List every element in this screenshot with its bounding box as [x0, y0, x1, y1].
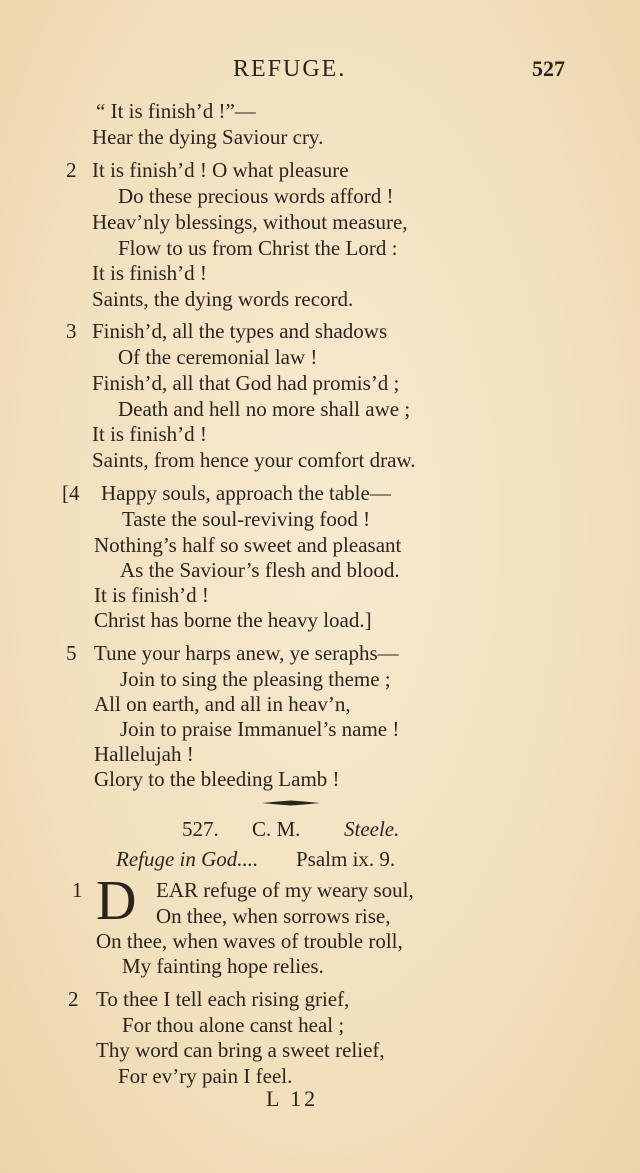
verse-line: It is finish’d ! [92, 422, 207, 446]
verse-line: “ It is finish’d !”— [96, 99, 256, 123]
verse-line: It is finish’d ! [94, 583, 209, 607]
verse-line: Saints, from hence your comfort draw. [92, 448, 416, 472]
stanza-number: 1 [72, 878, 83, 902]
verse-line: Thy word can bring a sweet relief, [96, 1038, 385, 1062]
ornament-divider [262, 800, 320, 806]
verse-line: On thee, when sorrows rise, [156, 904, 391, 928]
verse-line: Do these precious words afford ! [118, 184, 394, 208]
verse-line: It is finish’d ! O what pleasure [92, 158, 349, 182]
verse-line: Taste the soul-reviving food ! [122, 507, 371, 531]
verse-line: Finish’d, all the types and shadows [92, 319, 388, 343]
verse-line: Christ has borne the heavy load.] [94, 608, 372, 632]
hymn-author: Steele. [344, 817, 400, 841]
verse-line: Death and hell no more shall awe ; [118, 397, 411, 421]
verse-line: Heav’nly blessings, without measure, [92, 210, 408, 234]
verse-line: As the Saviour’s flesh and blood. [120, 558, 400, 582]
verse-line: For thou alone canst heal ; [122, 1013, 345, 1037]
verse-line: Finish’d, all that God had promis’d ; [92, 371, 400, 395]
drop-cap: D [96, 870, 137, 932]
verse-line: Join to sing the pleasing theme ; [120, 667, 391, 691]
page-number: 527 [532, 56, 565, 81]
verse-line: Join to praise Immanuel’s name ! [120, 717, 400, 741]
verse-line: Flow to us from Christ the Lord : [118, 236, 398, 260]
verse-line: Saints, the dying words record. [92, 287, 354, 311]
verse-line: It is finish’d ! [92, 261, 207, 285]
verse-line: Nothing’s half so sweet and pleasant [94, 533, 402, 557]
stanza-number: [4 [62, 481, 80, 505]
verse-line: To thee I tell each rising grief, [96, 987, 350, 1011]
stanza-number: 2 [66, 158, 77, 182]
stanza-number: 5 [66, 641, 77, 665]
verse-line: On thee, when waves of trouble roll, [96, 929, 403, 953]
verse-line: All on earth, and all in heav’n, [94, 692, 351, 716]
verse-line: For ev’ry pain I feel. [118, 1064, 293, 1088]
verse-line: Happy souls, approach the table— [101, 481, 391, 505]
verse-line: EAR refuge of my weary soul, [156, 878, 414, 902]
verse-line: Glory to the bleeding Lamb ! [94, 767, 340, 791]
hymn-meter: C. M. [252, 817, 301, 841]
scripture-reference: Psalm ix. 9. [296, 847, 396, 871]
verse-line: My fainting hope relies. [122, 954, 324, 978]
verse-line: Tune your harps anew, ye seraphs— [94, 641, 399, 665]
stanza-number: 3 [66, 319, 77, 343]
hymn-title: Refuge in God.... [116, 847, 259, 871]
page-header [0, 56, 640, 86]
verse-line: Hallelujah ! [94, 742, 194, 766]
stanza-number: 2 [68, 987, 79, 1011]
running-title: REFUGE. [233, 56, 347, 82]
signature-mark: L 12 [266, 1086, 319, 1111]
verse-line: Hear the dying Saviour cry. [92, 125, 324, 149]
hymn-number: 527. [182, 817, 219, 841]
verse-line: Of the ceremonial law ! [118, 345, 318, 369]
